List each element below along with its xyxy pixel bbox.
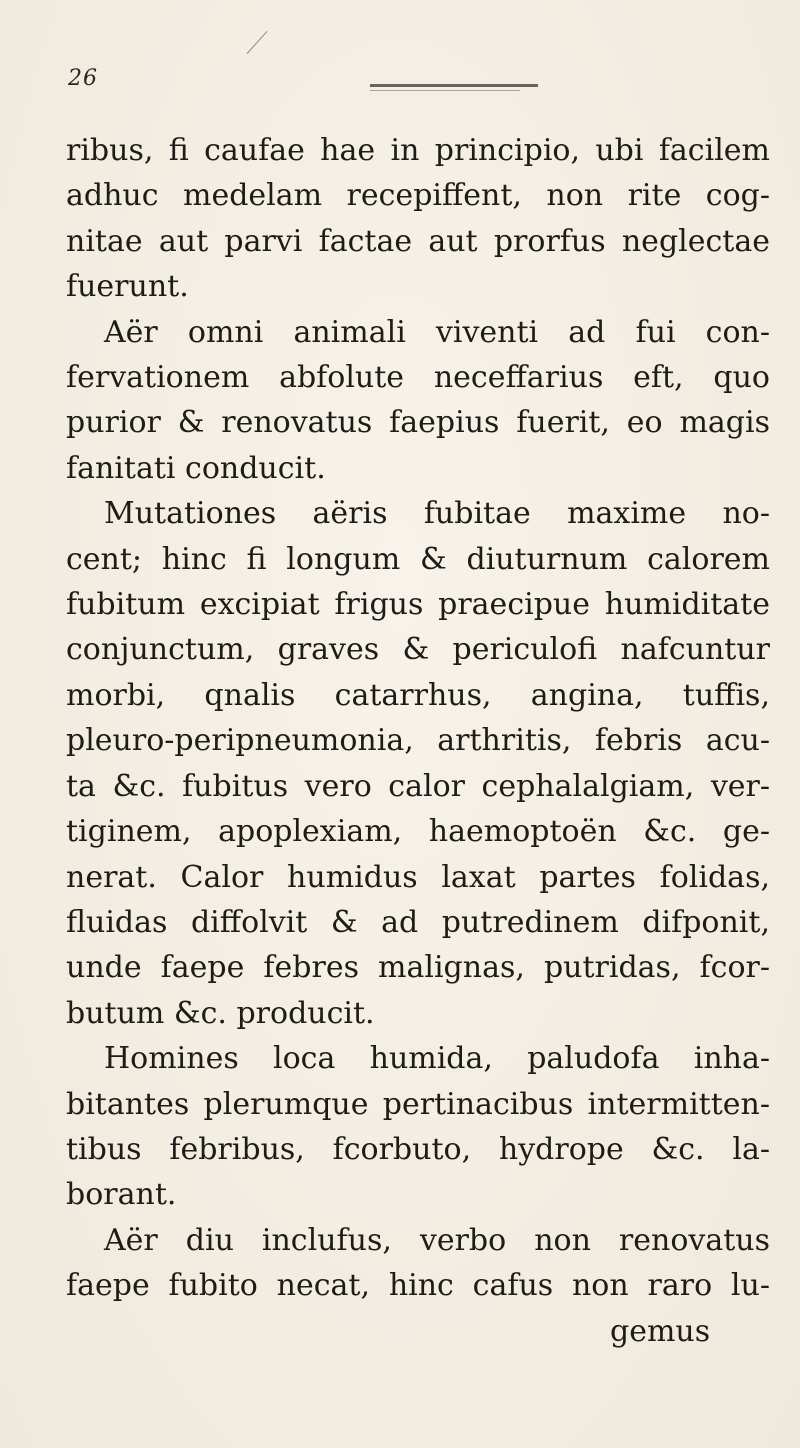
text-line: Aër diu inclufus, verbo non renovatus <box>104 1222 770 1258</box>
text-line: tiginem, apoplexiam, haemoptoën &c. ge- <box>66 814 770 850</box>
text-line: conjunctum, graves & periculofi nafcuntur <box>66 632 770 668</box>
text-line: borant. <box>66 1177 177 1213</box>
text-line: butum &c. producit. <box>66 995 375 1031</box>
text-line: tibus febribus, fcorbuto, hydrope &c. la- <box>66 1131 770 1167</box>
text-line: nitae aut parvi factae aut prorfus neglectae <box>66 223 770 259</box>
ink-mark <box>247 31 268 54</box>
text-line: adhuc medelam recepiffent, non rite cog- <box>66 178 770 214</box>
text-line: ta &c. fubitus vero calor cephalalgiam, ver- <box>66 768 770 804</box>
text-line: cent; hinc fi longum & diuturnum calorem <box>66 541 770 577</box>
text-line: Mutationes aëris fubitae maxime no- <box>104 496 770 532</box>
text-line: morbi, qnalis catarrhus, angina, tuffis, <box>66 677 770 713</box>
body-text <box>66 128 770 1354</box>
text-line: Aër omni animali viventi ad fui con- <box>104 314 770 350</box>
page-number: 26 <box>68 66 98 91</box>
text-line: fuerunt. <box>66 269 189 305</box>
header-rule <box>370 84 538 87</box>
text-line: unde faepe febres malignas, putridas, fcor- <box>66 950 770 986</box>
text-line: purior & renovatus faepius fuerit, eo magis <box>66 405 770 441</box>
text-line: Homines loca humida, paludofa inha- <box>104 1041 770 1077</box>
text-line: fervationem abfolute neceffarius eft, quo <box>66 360 770 396</box>
text-line: gemus <box>610 1313 711 1349</box>
text-line: bitantes plerumque pertinacibus intermitten- <box>66 1086 770 1122</box>
text-line: pleuro-peripneumonia, arthritis, febris acu- <box>66 723 770 759</box>
text-line: ribus, fi caufae hae in principio, ubi facilem <box>66 133 770 168</box>
text-line: faepe fubito necat, hinc cafus non raro lu- <box>66 1268 770 1304</box>
text-line: fanitati conducit. <box>66 450 326 486</box>
header-rule-thin <box>370 90 520 91</box>
text-line: nerat. Calor humidus laxat partes folidas, <box>66 859 770 895</box>
text-line: fubitum excipiat frigus praecipue humiditate <box>66 587 770 623</box>
text-line: fluidas diffolvit & ad putredinem difponit, <box>66 904 770 940</box>
